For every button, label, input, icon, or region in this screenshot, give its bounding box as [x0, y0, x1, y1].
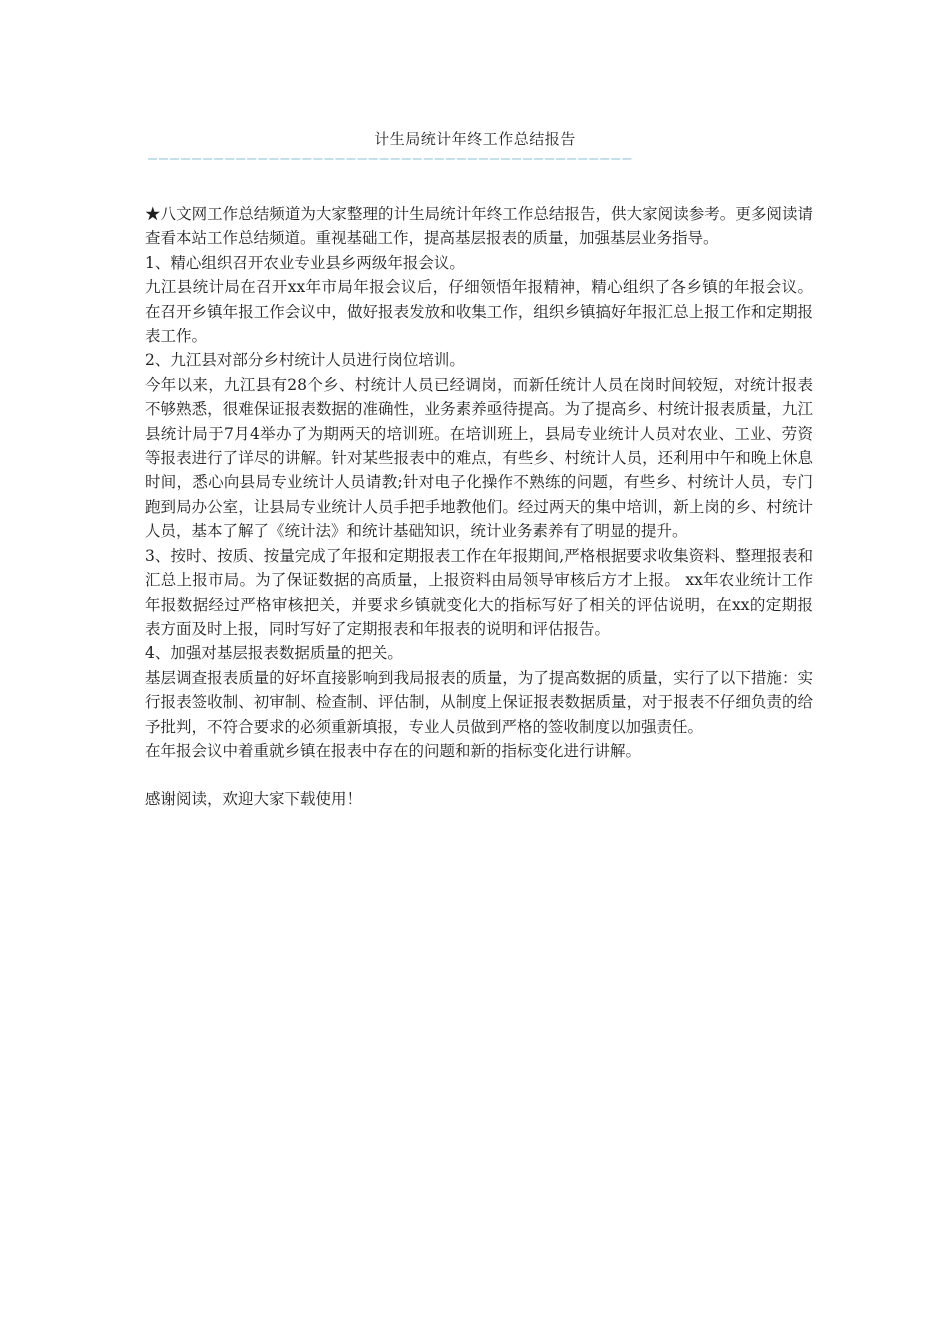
section-paragraph-3: 3、按时、按质、按量完成了年报和定期报表工作在年报期间,严格根据要求收集资料、整理报表和汇总上报市局。为了保证数据的高质量，上报资料由局领导审核后方才上报。 xx年农业统计工作年报数据经过严格审核把关，并要求乡镇就变化大的指标写好了相关的评估说明，在xx的定期报表方面及时上报，同时写好了定期报表和年报表的说明和评估报告。: [145, 546, 813, 638]
intro-paragraph: ★八文网工作总结频道为大家整理的计生局统计年终工作总结报告，供大家阅读参考。更多阅读请查看本站工作总结频道。重视基础工作，提高基层报表的质量，加强基层业务指导。: [145, 205, 813, 248]
section-paragraph-2: 今年以来，九江县有28个乡、村统计人员已经调岗，而新任统计人员在岗时间较短，对统计报表不够熟悉，很难保证报表数据的准确性，业务素养亟待提高。为了提高乡、村统计报表质量，九江县统计局于7月4举办了为期两天的培训班。在培训班上，县局专业统计人员对农业、工业、劳资等报表进行了详尽的讲解。针对某些报表中的难点，有些乡、村统计人员，还利用中午和晚上休息时间，悉心向县局专业统计人员请教;针对电子化操作不熟练的问题，有些乡、村统计人员，专门跑到局办公室，让县局专业统计人员手把手地教他们。经过两天的集中培训，新上岗的乡、村统计人员，基本了解了《统计法》和统计基础知识，统计业务素养有了明显的提升。: [145, 375, 813, 541]
section-heading-2: 2、九江县对部分乡村统计人员进行岗位培训。: [145, 351, 465, 370]
section-paragraph-5: 在年报会议中着重就乡镇在报表中存在的问题和新的指标变化进行讲解。: [145, 741, 642, 760]
document-body: [145, 202, 813, 812]
section-heading-4: 4、加强对基层报表数据质量的把关。: [145, 644, 403, 663]
document-title: 计生局统计年终工作总结报告: [374, 130, 576, 148]
section-paragraph-4: 基层调查报表质量的好坏直接影响到我局报表的质量，为了提高数据的质量，实行了以下措施：实行报表签收制、初审制、检查制、评估制，从制度上保证报表数据质量，对于报表不仔细负责的给予批判，不符合要求的必须重新填报，专业人员做到严格的签收制度以加强责任。: [145, 668, 813, 736]
section-heading-1: 1、精心组织召开农业专业县乡两级年报会议。: [145, 253, 465, 272]
section-paragraph-1: 九江县统计局在召开xx年市局年报会议后，仔细领悟年报精神，精心组织了各乡镇的年报会议。在召开乡镇年报工作会议中，做好报表发放和收集工作，组织乡镇搞好年报汇总上报工作和定期报表工作。: [145, 278, 813, 346]
closing-line: 感谢阅读，欢迎大家下载使用！: [145, 790, 363, 809]
title-divider: ————————————————————————————————————————————: [148, 150, 634, 166]
